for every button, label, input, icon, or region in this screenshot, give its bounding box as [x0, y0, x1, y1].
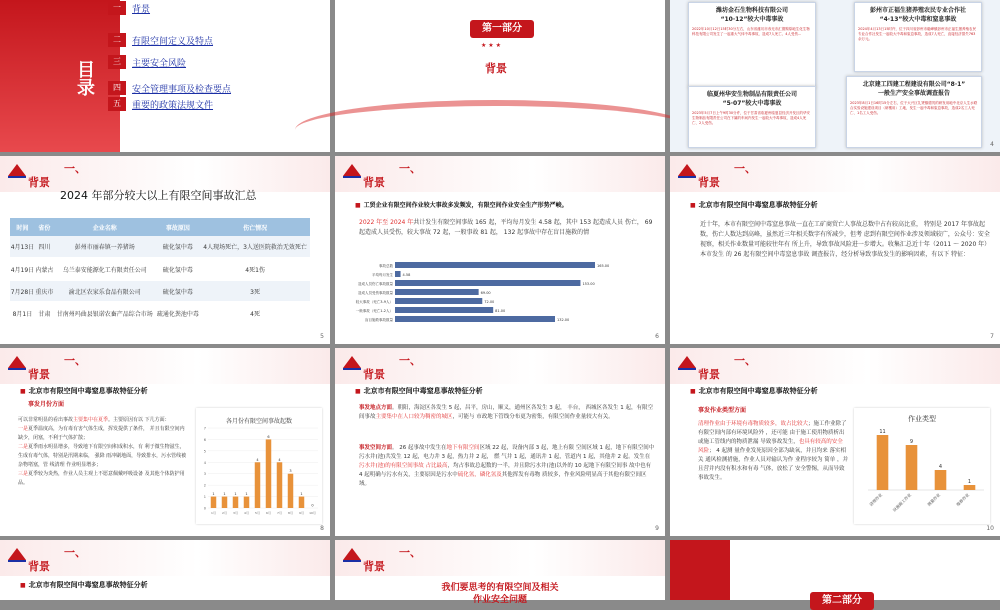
- bar-value-label: 9: [909, 439, 914, 445]
- header-number: 一、: [399, 546, 421, 559]
- y-tick-label: 3: [203, 472, 206, 477]
- case-card: [688, 2, 816, 88]
- x-tick-label: 6月: [266, 511, 271, 515]
- bar: [255, 462, 261, 508]
- toc-link[interactable]: 主要安全风险: [132, 58, 187, 69]
- bar-value-label: 4.58: [402, 273, 411, 277]
- table-row: [10, 236, 310, 258]
- section-heading: ■ 北京市有限空间中毒窒息事故特征分析: [690, 200, 818, 210]
- x-tick-label: 3月: [233, 511, 238, 515]
- paragraph: 2022 年至 2024 年共计发生有限空间事故 165 起，平均每月发生 4.58 起，其中 153 起造成人员 伤亡， 69 起造成人员受伤，较大事故 72 起，一般事故 81 起， 132 起事故中存在盲目施救的情: [359, 219, 653, 236]
- slide-stats[interactable]: [335, 156, 665, 344]
- y-tick-label: 0: [203, 506, 206, 511]
- slide-locations[interactable]: [335, 348, 665, 536]
- table-header-cell: 时间: [10, 218, 35, 236]
- slide-header: [0, 156, 330, 192]
- toc-number: 一: [108, 1, 126, 15]
- company-logo-icon: [341, 162, 363, 180]
- bar-label: 造成人员伤亡事故数量: [358, 282, 393, 286]
- paragraph: 事发空间方面。 26 起事故中发生在地下有限空间区域 22 起，设备内部 3 起，地上有限 空间区域 1 起，地下有限空间中污水井(池)共发生 12 起，电力井 3 起，热力井 2 起， 燃 气井 1 起，通讯井 1 起，管道内 1 起，其他井 2 起。发生在污水井(池)的有限空间事故 占比最高，均占事故总起数的一半，并且除污水井(池)以外的 10 起地下有限空间事 故中也有 4 起明确与污水有关，主要原因是污水中硫化氢，磷化氢及其他挥发有毒物 质较多，作业风险明显高于其他有限空间区域。: [359, 445, 655, 487]
- paragraph: 可以非常明显的看出事故主要集中在夏季。主要原因有以 下几方面： 一是夏季温度高，为有毒有害气体生成，挥发提供了条件， 并且有限空间内缺少，闭塞，不利于气体扩散； 二是夏季雨水明显增多，导致地下有限空间积成积水，有 利于微生物滋生，生成有毒气体，特别是汛期来临， 强降 雨冲刷地面，导致排水，污水管线被杂物堵塞，管 线清理 作业明显增多； 三是夏季较为炎热，作业人员主观上不愿意佩戴呼吸设备 及其他个体防护用品。: [18, 417, 187, 486]
- x-tick-label: 8月: [288, 511, 293, 515]
- bar-value-label: 69.00: [480, 291, 491, 295]
- toc-item[interactable]: [108, 54, 186, 70]
- slide-part1[interactable]: [335, 0, 665, 152]
- toc-number: 二: [108, 33, 126, 47]
- table-cell: 内蒙古: [35, 258, 54, 280]
- table-header-cell: 企业名称: [54, 218, 156, 236]
- table-header-cell: 省份: [35, 218, 54, 236]
- incident-table: [10, 218, 310, 325]
- slide-beijing-overview[interactable]: [670, 156, 1000, 344]
- bar-value-label: 72.00: [484, 300, 495, 304]
- toc-number: 三: [108, 55, 126, 69]
- bar-label: 事故总数: [379, 264, 393, 268]
- toc-red-panel: [0, 0, 120, 152]
- bar: [395, 289, 479, 295]
- bar-value-label: 3: [289, 469, 292, 474]
- slide-partial[interactable]: [670, 540, 1000, 606]
- table-cell: 3死: [200, 280, 310, 302]
- slide-incident-table[interactable]: [0, 156, 330, 344]
- table-row: [10, 302, 310, 324]
- x-tick-label: 测量作业: [926, 492, 942, 508]
- month-chart-panel: [196, 408, 322, 524]
- bar-value-label: 1: [212, 492, 215, 497]
- company-logo-icon: [6, 546, 28, 564]
- header-number: 一、: [734, 162, 756, 175]
- bar: [233, 497, 239, 508]
- toc-link[interactable]: 安全管理事项及检查要点: [132, 84, 232, 95]
- bar: [277, 462, 283, 508]
- bar: [266, 439, 272, 508]
- stars-decor: ★ ★ ★: [481, 42, 501, 49]
- page-number: 6: [655, 333, 659, 340]
- section-heading: ■ 北京市有限空间中毒窒息事故特征分析: [20, 580, 148, 590]
- header-number: 一、: [399, 354, 421, 367]
- part-title: 背景: [485, 62, 507, 75]
- bar: [395, 307, 493, 313]
- table-cell: 重庆市: [35, 280, 54, 302]
- bar-label: 盲目施救事故数量: [365, 318, 393, 322]
- case-card: [854, 2, 982, 72]
- slide-toc[interactable]: [0, 0, 330, 152]
- bar: [211, 497, 217, 508]
- x-tick-label: 维修作业: [955, 492, 971, 508]
- table-cell: 四川: [35, 236, 54, 258]
- section-heading: ■ 北京市有限空间中毒窒息事故特征分析: [690, 386, 818, 396]
- bar-value-label: 4: [278, 457, 281, 462]
- y-tick-label: 1: [203, 495, 206, 500]
- table-title: 2024 年部分较大以上有限空间事故汇总: [60, 189, 257, 202]
- y-tick-label: 7: [203, 426, 206, 431]
- page-number: 5: [320, 333, 324, 340]
- part-label: 第二部分: [810, 592, 874, 610]
- toc-title: 目录: [74, 60, 95, 96]
- header-number: 一、: [64, 354, 86, 367]
- header-number: 一、: [399, 162, 421, 175]
- bar: [395, 316, 555, 322]
- month-bar-chart: [196, 424, 322, 522]
- bar: [964, 485, 976, 490]
- bar-label: 造成人员受伤事故数量: [358, 291, 393, 295]
- page-number: 9: [655, 525, 659, 532]
- bar-value-label: 1: [300, 492, 303, 497]
- table-cell: 8月1日: [10, 302, 35, 324]
- bar: [935, 470, 947, 490]
- flag-decor: [670, 540, 730, 600]
- header-number: 一、: [734, 354, 756, 367]
- case-card: [688, 86, 816, 148]
- case-title: 潍坊金石生物科技有限公司 “10·12”较大中毒事故: [715, 7, 788, 23]
- y-tick-label: 6: [203, 437, 206, 442]
- bar: [299, 497, 305, 508]
- slide-heading-line2: 作业安全问题: [472, 595, 527, 605]
- x-tick-label: 4月: [244, 511, 249, 515]
- stats-bar-chart: [349, 260, 609, 326]
- bar: [395, 280, 580, 286]
- bar-value-label: 11: [879, 429, 886, 435]
- case-title: 临夏州华安生物制品有限责任公司 “5·07”较大中毒事故: [706, 91, 797, 107]
- bar-value-label: 6: [267, 434, 270, 439]
- paragraph: 事发地点方面。朝阳，海淀区各发生 5 起，昌平，房山，顺义，通州区各发生 3 起， 丰台， 西城区各发生 1 起，有限空间事故主要集中在人口较为稠密的城区，可能与 市政地下管线分布更为密集，有限空间作业量较大有关。: [359, 405, 654, 420]
- page-number: 8: [320, 525, 324, 532]
- slide-header: [335, 348, 665, 384]
- table-cell: 硫化氢中毒: [156, 236, 201, 258]
- bar-value-label: 165.00: [597, 264, 610, 268]
- bar-label: 平均每月发生: [372, 273, 393, 277]
- slide-header: [335, 540, 665, 576]
- header-number: 一、: [64, 546, 86, 559]
- bar: [395, 262, 595, 268]
- slide-cases[interactable]: [670, 0, 1000, 152]
- table-cell: 甘肃: [35, 302, 54, 324]
- company-logo-icon: [341, 354, 363, 372]
- table-row: [10, 258, 310, 280]
- x-tick-label: 设施施工作业: [891, 492, 913, 513]
- slide-header: [670, 156, 1000, 192]
- table-cell: 4死1伤: [200, 258, 310, 280]
- slide-months[interactable]: [0, 348, 330, 536]
- header-title: 背景: [363, 560, 385, 573]
- paragraph: 近十年，本市有限空间中毒窒息事故一直在工矿商贸亡人事故总数中占有较高比重， 特别是 2017 年事故起数，伤亡人数达到高峰，虽然近三年相关数字有所减少，但考 虑到有限空间作业涉及领域较广，公众号：安全视察，相关作业数量可能较往年有 所上升，导致事故风险进一步增大。收集汇总近十年（2011 ～ 2020 年）本市发生 的 26 起有限空间中毒窒息事故 调查报告，经分析导致事故发生的影响因素，有以下 特征：: [700, 221, 990, 258]
- work-type-chart-panel: [854, 408, 990, 524]
- bar-value-label: 132.00: [557, 318, 570, 322]
- case-text: 2024年4月13日15时许，位于四川省彭州市磁峰镇彭州市正福生猪养殖农民专业合作社发生一起较大中毒和窒息事故，造成7人死亡，直接经济损失763余万元。: [858, 27, 977, 41]
- bar-value-label: 1: [967, 479, 972, 485]
- bar-value-label: 1: [223, 492, 226, 497]
- section-heading: ■ 北京市有限空间中毒窒息事故特征分析: [20, 386, 148, 396]
- subheading: 事发月份方面: [28, 401, 65, 408]
- toc-link[interactable]: 有限空间定义及特点: [132, 36, 214, 47]
- table-cell: 疏通化粪池中毒: [156, 302, 201, 324]
- bar-value-label: 4: [256, 457, 259, 462]
- bar-label: 较大事故（死亡3-9人）: [355, 300, 393, 304]
- y-tick-label: 4: [203, 460, 206, 465]
- case-text: 2023年8月1日16时15分左右，位于大兴区礼贤镇德茂的研发用地中北京人生水联合实验设施建设项目（研楼用）工地，发生一起中毒和窒息事故，造成2名工人死亡、1名工人受伤。: [850, 101, 978, 115]
- slide-header: [0, 348, 330, 384]
- decor-swoosh: [295, 100, 695, 160]
- toc-item[interactable]: [108, 0, 150, 16]
- x-tick-label: 9月: [299, 511, 304, 515]
- company-logo-icon: [6, 162, 28, 180]
- bar: [395, 298, 482, 304]
- x-tick-label: 2月: [222, 511, 227, 515]
- bar: [244, 497, 250, 508]
- bar-label: 一般事故（死亡1-2人）: [355, 309, 393, 313]
- table-cell: 渝北区农家乐食品有限公司: [54, 280, 156, 302]
- section-heading: ■ 工贸企业有限空间作业较大事故多发频发，有限空间作业安全生产形势严峻。: [355, 200, 655, 209]
- work-type-bar-chart: [854, 424, 990, 522]
- company-logo-icon: [676, 162, 698, 180]
- company-logo-icon: [341, 546, 363, 564]
- bar-value-label: 1: [234, 492, 237, 497]
- page-number: 4: [990, 141, 994, 148]
- part-label: 第一部分: [470, 20, 534, 38]
- slide-header: [335, 156, 665, 192]
- table-cell: 硫化氢中毒: [156, 280, 201, 302]
- header-title: 背景: [698, 368, 720, 381]
- header-title: 背景: [363, 368, 385, 381]
- toc-link[interactable]: 重要的政策法规文件: [132, 100, 214, 111]
- bar: [877, 435, 889, 490]
- x-tick-label: 1月: [211, 511, 216, 515]
- case-title: 彭州市正福生猪养殖农民专业合作社 “4·13”较大中毒和窒息事故: [869, 7, 966, 23]
- x-tick-label: 7月: [277, 511, 282, 515]
- chart-title: 作业类型: [908, 415, 936, 423]
- bar-value-label: 153.00: [582, 282, 595, 286]
- header-title: 背景: [363, 176, 385, 189]
- x-tick-label: 清理作业: [868, 492, 884, 508]
- slide-partial[interactable]: [335, 540, 665, 605]
- toc-item[interactable]: [108, 80, 231, 96]
- slide-header: [0, 540, 330, 576]
- bar: [288, 474, 294, 508]
- bar-value-label: 81.00: [495, 309, 506, 313]
- bar: [222, 497, 228, 508]
- y-tick-label: 5: [203, 449, 206, 454]
- table-cell: 甘南州玛曲县银诺农畜产品综合市场: [54, 302, 156, 324]
- page-number: 10: [986, 525, 994, 532]
- page-number: 7: [990, 333, 994, 340]
- slide-heading: 我们要思考的有限空间及相关: [441, 583, 559, 593]
- company-logo-icon: [6, 354, 28, 372]
- toc-number: 五: [108, 97, 126, 111]
- header-title: 背景: [698, 176, 720, 189]
- slide-header: [670, 348, 1000, 384]
- table-cell: 4月19日: [10, 258, 35, 280]
- table-cell: 7月28日: [10, 280, 35, 302]
- x-tick-label: 10月: [309, 511, 316, 515]
- case-text: 2023年5月7日上午9时30分许，位于甘肃省临夏州临夏县经济开发区的华安生物制品有限责任公司在下属的车间内发生一起较大中毒事故，造成4人死亡、2人受伤。: [692, 111, 811, 125]
- toc-item[interactable]: [108, 32, 213, 48]
- header-title: 背景: [28, 560, 50, 573]
- header-title: 背景: [28, 368, 50, 381]
- header-title: 背景: [28, 176, 50, 189]
- table-header-cell: 事故原因: [156, 218, 201, 236]
- case-text: 2022年10月12日15时30分左右，山东省潍坊市寿光市汇德购原地生化生物科技有限公司发生了一起重大气体中毒事故，造成7人死亡、4人受伤...: [692, 27, 810, 36]
- bar: [906, 445, 918, 490]
- company-logo-icon: [676, 354, 698, 372]
- toc-link[interactable]: 背景: [132, 4, 151, 15]
- bar-value-label: 1: [245, 492, 248, 497]
- header-number: 一、: [64, 162, 86, 175]
- paragraph: 清理作业由于环境有毒物质较多，故占比较大；施工作业除了有限空间内部有环境风险外 ，还可能 由于施工使用物质析出或施工管线内的物质泄漏 导致事故发生，也具有较高的安全风险； 4 起测 量作业发死原因全部为缺氧，并且均来 落实相关 通风检测措施，作业人员对输认为作 业程序较为 简单 ，并且营并内没有积水和有毒 气体，放松了 安全警惕，从而导致事故发生。: [698, 421, 848, 481]
- toc-item[interactable]: [108, 96, 213, 112]
- case-title: 北京建工四建工程建设有限公司“8·1” 一般生产安全事故调查报告: [862, 81, 966, 97]
- x-tick-label: 5月: [255, 511, 260, 515]
- table-cell: 乌兰泰安能源化工有限责任公司: [54, 258, 156, 280]
- table-row: [10, 280, 310, 302]
- table-cell: 4死: [200, 302, 310, 324]
- table-cell: 4人现场死亡，3人送医院救治无效死亡: [200, 236, 310, 258]
- slide-work-types[interactable]: [670, 348, 1000, 536]
- toc-number: 四: [108, 81, 126, 95]
- section-heading: ■ 北京市有限空间中毒窒息事故特征分析: [355, 386, 483, 396]
- bar-value-label: 4: [938, 464, 943, 470]
- bar: [395, 271, 401, 277]
- table-cell: 4月13日: [10, 236, 35, 258]
- slide-partial[interactable]: [0, 540, 330, 600]
- subheading: 事发作业类型方面: [698, 407, 747, 414]
- bar-value-label: 0: [311, 503, 314, 508]
- y-tick-label: 2: [203, 483, 206, 488]
- table-cell: 硫化氢中毒: [156, 258, 201, 280]
- table-cell: 彭州市丽春镇一养猪场: [54, 236, 156, 258]
- chart-title: 各月份有限空间事故起数: [225, 418, 292, 425]
- table-header-cell: 伤亡情况: [200, 218, 310, 236]
- case-card: [846, 76, 982, 148]
